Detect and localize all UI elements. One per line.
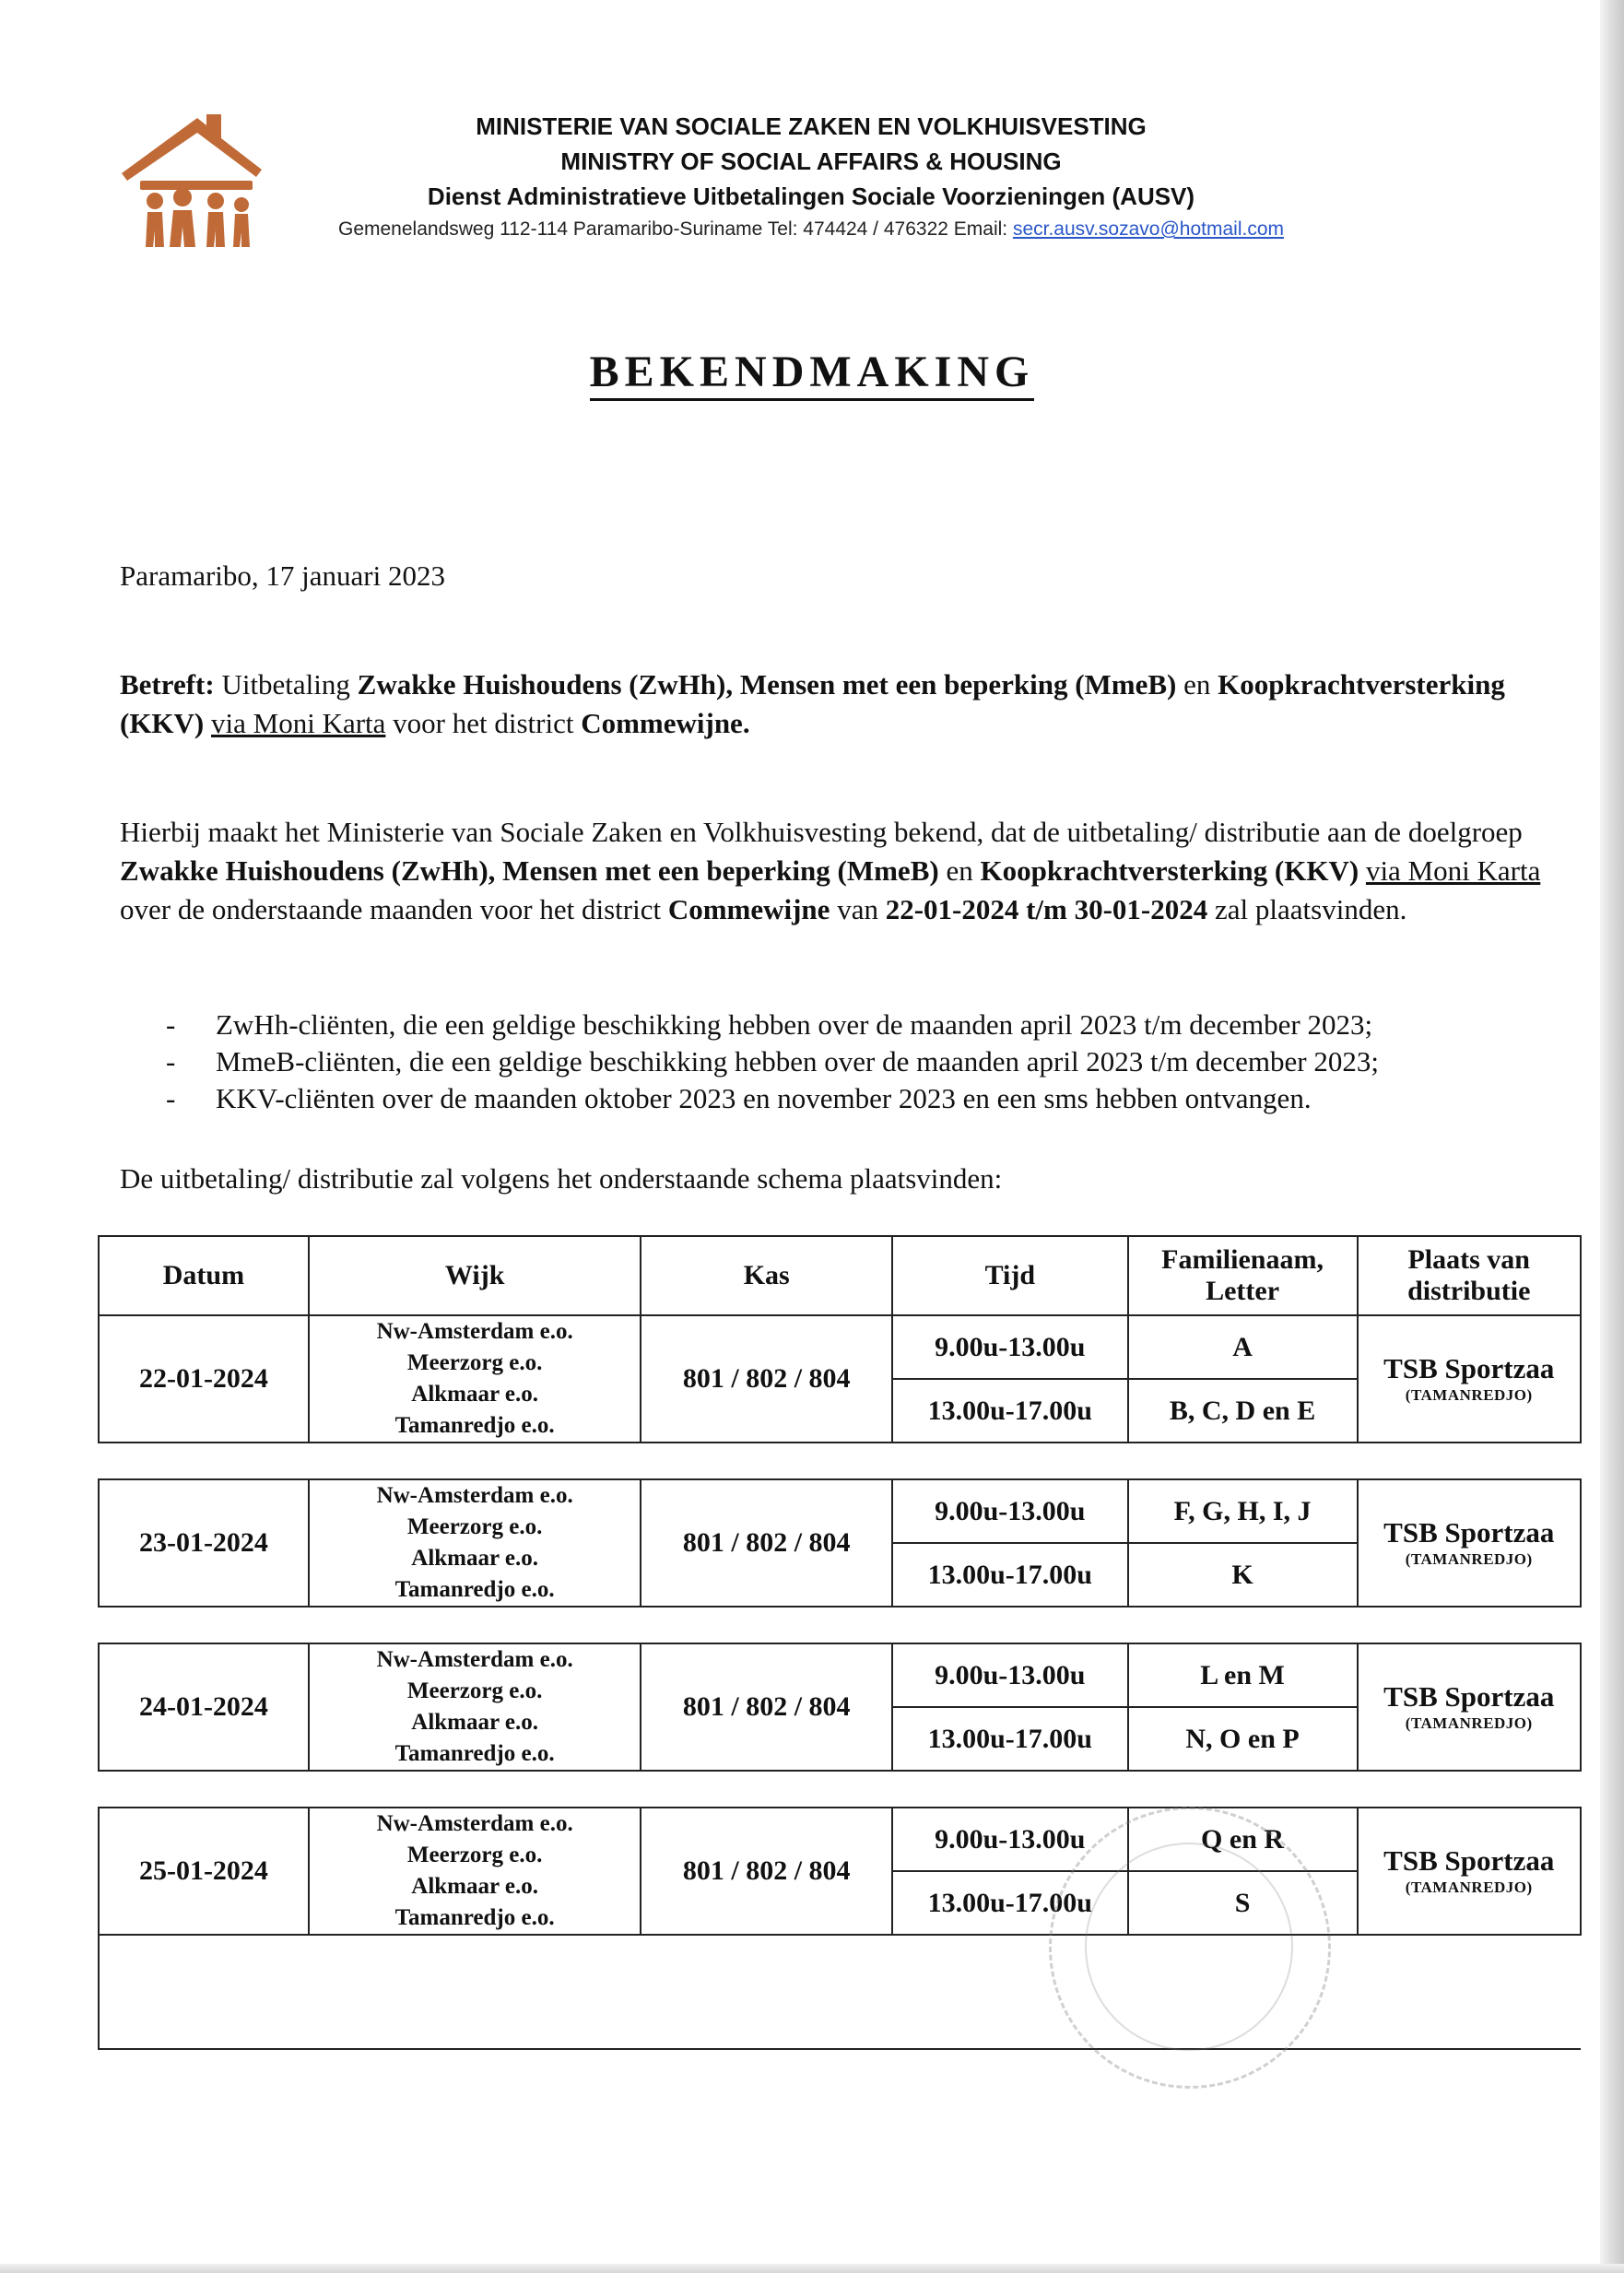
cell-letter: S <box>1128 1871 1358 1935</box>
table-empty-row <box>99 1935 1581 2049</box>
list-item: - KKV-cliënten over de maanden oktober 2023 en november 2023 en een sms hebben ontvangen. <box>166 1082 1312 1114</box>
scan-edge-bottom <box>0 2264 1624 2273</box>
email-link[interactable]: secr.ausv.sozavo@hotmail.com <box>1012 218 1284 240</box>
contact-line <box>277 214 1346 245</box>
department-name: Dienst Administratieve Uitbetalingen Sociale Voorzieningen (AUSV) <box>427 183 1195 210</box>
cell-kas: 801 / 802 / 804 <box>641 1315 892 1443</box>
table-header-row <box>99 1236 1581 1315</box>
address-text: Gemenelandsweg 112-114 Paramaribo-Suriname Tel: 474424 / 476322 Email: <box>338 218 1013 240</box>
cell-tijd: 13.00u-17.00u <box>892 1871 1128 1935</box>
cell-plaats: TSB Sportzaa (TAMANREDJO) <box>1358 1315 1582 1443</box>
cell-tijd: 13.00u-17.00u <box>892 1543 1128 1607</box>
scan-edge <box>1600 0 1624 2273</box>
table-row <box>99 1315 1581 1379</box>
ministry-name-nl: MINISTERIE VAN SOCIALE ZAKEN EN VOLKHUISVESTING <box>476 112 1147 140</box>
cell-kas: 801 / 802 / 804 <box>641 1479 892 1607</box>
cell-letter: N, O en P <box>1128 1707 1358 1771</box>
cell-tijd: 9.00u-13.00u <box>892 1315 1128 1379</box>
table-spacer-row <box>99 1443 1581 1479</box>
cell-letter: Q en R <box>1128 1808 1358 1871</box>
schedule-intro: De uitbetaling/ distributie zal volgens het onderstaande schema plaatsvinden: <box>120 1162 1003 1195</box>
cell-letter: L en M <box>1128 1643 1358 1707</box>
table-row <box>99 1479 1581 1543</box>
cell-tijd: 9.00u-13.00u <box>892 1479 1128 1543</box>
cell-kas: 801 / 802 / 804 <box>641 1808 892 1935</box>
cell-plaats: TSB Sportzaa (TAMANREDJO) <box>1358 1479 1582 1607</box>
cell-wijk: Nw-Amsterdam e.o. Meerzorg e.o. Alkmaar e.o. Tamanredjo e.o. <box>309 1315 641 1443</box>
column-header-kas: Kas <box>641 1236 892 1315</box>
list-item: - MmeB-cliënten, die een geldige beschikking hebben over de maanden april 2023 t/m december 2023; <box>166 1045 1379 1078</box>
cell-datum: 22-01-2024 <box>99 1315 309 1443</box>
column-header-wijk: Wijk <box>309 1236 641 1315</box>
cell-kas: 801 / 802 / 804 <box>641 1643 892 1771</box>
cell-datum: 23-01-2024 <box>99 1479 309 1607</box>
cell-tijd: 13.00u-17.00u <box>892 1707 1128 1771</box>
ministry-name-en: MINISTRY OF SOCIAL AFFAIRS & HOUSING <box>560 147 1062 175</box>
ministry-logo-icon <box>118 112 265 251</box>
table-row <box>99 1808 1581 1871</box>
distribution-schedule-table <box>98 1235 1582 2050</box>
cell-wijk: Nw-Amsterdam e.o. Meerzorg e.o. Alkmaar e.o. Tamanredjo e.o. <box>309 1479 641 1607</box>
table-spacer-row <box>99 1771 1581 1808</box>
cell-letter: A <box>1128 1315 1358 1379</box>
column-header-datum: Datum <box>99 1236 309 1315</box>
table-spacer-row <box>99 1607 1581 1643</box>
intro-paragraph: Hierbij maakt het Ministerie van Sociale Zaken en Volkhuisvesting bekend, dat de uitbetaling/ distributie aan de doelgroep Zwakke Huishoudens (ZwHh), Mensen met een beperking (MmeB) en Koopkrachtversterking (KKV) via Moni Karta over de onderstaande maanden voor het district Commewijne van 22-01-2024 t/m 30-01-2024 zal plaatsvinden. <box>120 816 1541 925</box>
letterhead <box>277 109 1346 245</box>
subject-label: Betreft: <box>120 668 215 701</box>
column-header-plaats: Plaats van distributie <box>1358 1236 1582 1315</box>
list-item: - ZwHh-cliënten, die een geldige beschikking hebben over de maanden april 2023 t/m december 2023; <box>166 1008 1373 1041</box>
column-header-tijd: Tijd <box>892 1236 1128 1315</box>
cell-letter: F, G, H, I, J <box>1128 1479 1358 1543</box>
cell-tijd: 9.00u-13.00u <box>892 1643 1128 1707</box>
table-row <box>99 1643 1581 1707</box>
cell-datum: 24-01-2024 <box>99 1643 309 1771</box>
eligibility-list <box>166 1007 1567 1117</box>
subject-paragraph: Betreft: Uitbetaling Zwakke Huishoudens (ZwHh), Mensen met een beperking (MmeB) en Koopkrachtversterking (KKV) via Moni Karta voor het district Commewijne. <box>120 668 1505 739</box>
cell-datum: 25-01-2024 <box>99 1808 309 1935</box>
cell-plaats: TSB Sportzaa (TAMANREDJO) <box>1358 1808 1582 1935</box>
cell-wijk: Nw-Amsterdam e.o. Meerzorg e.o. Alkmaar e.o. Tamanredjo e.o. <box>309 1808 641 1935</box>
cell-tijd: 9.00u-13.00u <box>892 1808 1128 1871</box>
cell-plaats: TSB Sportzaa (TAMANREDJO) <box>1358 1643 1582 1771</box>
date-line: Paramaribo, 17 januari 2023 <box>120 559 445 592</box>
cell-wijk: Nw-Amsterdam e.o. Meerzorg e.o. Alkmaar e.o. Tamanredjo e.o. <box>309 1643 641 1771</box>
cell-tijd: 13.00u-17.00u <box>892 1379 1128 1443</box>
document-title: BEKENDMAKING <box>0 347 1624 397</box>
cell-letter: K <box>1128 1543 1358 1607</box>
cell-letter: B, C, D en E <box>1128 1379 1358 1443</box>
column-header-familienaam: Familienaam, Letter <box>1128 1236 1358 1315</box>
